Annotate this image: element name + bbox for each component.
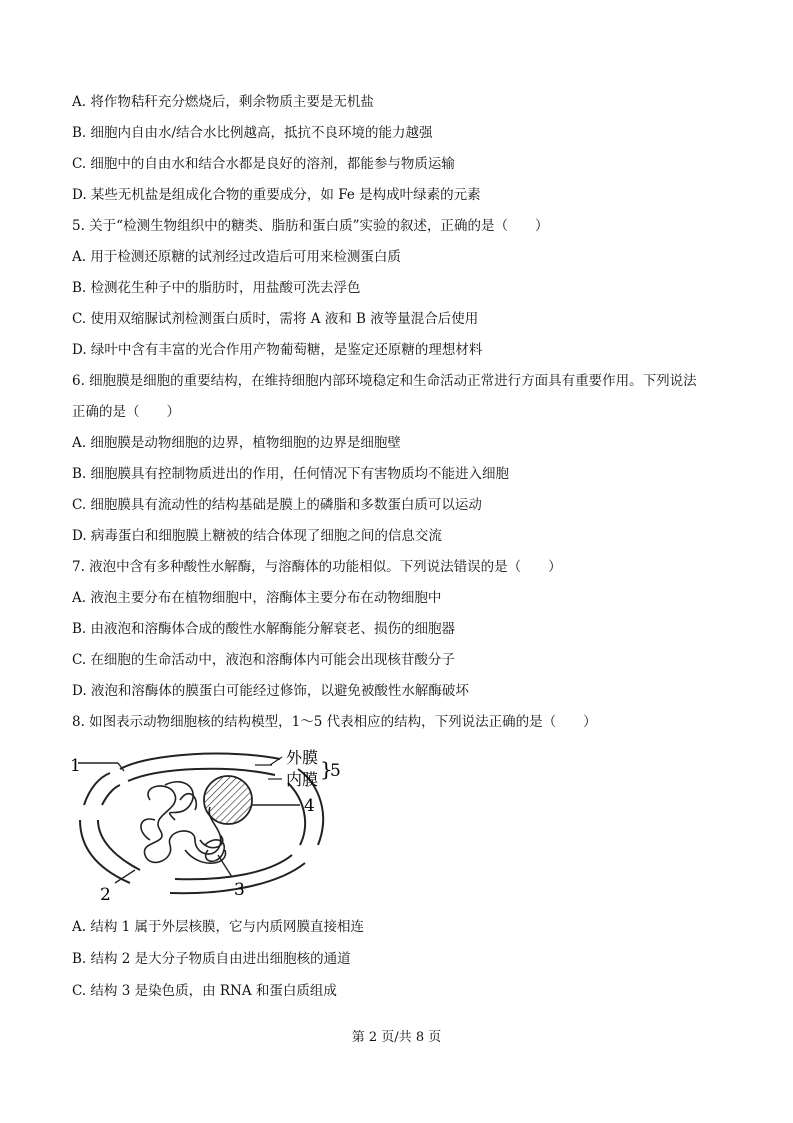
- label-outer-membrane: 外膜: [286, 748, 319, 767]
- inner-membrane-segment: [175, 855, 292, 879]
- inner-membrane-segment: [102, 785, 120, 805]
- question-5: 5. 关于“检测生物组织中的糖类、脂肪和蛋白质”实验的叙述，正确的是（ ）: [72, 218, 549, 234]
- text-line: 正确的是（ ）: [72, 404, 180, 420]
- text-line: A. 结构 1 属于外层核膜，它与内质网膜直接相连: [72, 919, 365, 935]
- text-line: C. 细胞中的自由水和结合水都是良好的溶剂，都能参与物质运输: [72, 156, 455, 172]
- outer-membrane-segment: [84, 773, 110, 805]
- text-line: A. 细胞膜是动物细胞的边界，植物细胞的边界是细胞壁: [72, 435, 401, 451]
- label-3: 3: [234, 880, 245, 900]
- text-line: A. 将作物秸秆充分燃烧后，剩余物质主要是无机盐: [72, 94, 374, 110]
- inner-membrane-segment: [98, 820, 140, 870]
- text-line: A. 用于检测还原糖的试剂经过改造后可用来检测蛋白质: [72, 249, 401, 265]
- text-line: D. 某些无机盐是组成化合物的重要成分，如 Fe 是构成叶绿素的元素: [72, 187, 481, 203]
- brace: }: [320, 757, 333, 781]
- text-line: C. 在细胞的生命活动中，液泡和溶酶体内可能会出现核苷酸分子: [72, 652, 455, 668]
- text-line: A. 液泡主要分布在植物细胞中，溶酶体主要分布在动物细胞中: [72, 590, 442, 606]
- outer-membrane-segment: [120, 754, 280, 769]
- label-2: 2: [100, 885, 111, 905]
- text-line: C. 细胞膜具有流动性的结构基础是膜上的磷脂和多数蛋白质可以运动: [72, 497, 482, 513]
- label-4: 4: [304, 796, 315, 816]
- label-1: 1: [70, 756, 81, 776]
- text-line: D. 病毒蛋白和细胞膜上糖被的结合体现了细胞之间的信息交流: [72, 528, 442, 544]
- text-line: B. 细胞内自由水/结合水比例越高，抵抗不良环境的能力越强: [72, 125, 433, 141]
- nucleolus: [204, 776, 252, 824]
- text-line: B. 结构 2 是大分子物质自由进出细胞核的通道: [72, 951, 351, 967]
- outer-membrane-segment: [80, 820, 130, 883]
- text-line: D. 液泡和溶酶体的膜蛋白可能经过修饰，以避免被酸性水解酶破坏: [72, 683, 469, 699]
- nucleus-diagram: [0, 745, 793, 905]
- text-line: B. 由液泡和溶酶体合成的酸性水解酶能分解衰老、损伤的细胞器: [72, 621, 456, 637]
- text-line: D. 绿叶中含有丰富的光合作用产物葡萄糖，是鉴定还原糖的理想材料: [72, 342, 483, 358]
- text-line: C. 结构 3 是染色质，由 RNA 和蛋白质组成: [72, 983, 337, 999]
- question-6: 6. 细胞膜是细胞的重要结构，在维持细胞内部环境稳定和生命活动正常进行方面具有重要作用。下列说法: [72, 373, 697, 389]
- label-inner-membrane: 内膜: [286, 770, 319, 789]
- question-7: 7. 液泡中含有多种酸性水解酶，与溶酶体的功能相似。下列说法错误的是（ ）: [72, 559, 562, 575]
- label-5: 5: [330, 761, 341, 781]
- text-line: B. 细胞膜具有控制物质进出的作用，任何情况下有害物质均不能进入细胞: [72, 466, 510, 482]
- inner-membrane-segment: [128, 769, 275, 781]
- text-line: B. 检测花生种子中的脂肪时，用盐酸可洗去浮色: [72, 280, 361, 296]
- question-8: 8. 如图表示动物细胞核的结构模型，1～5 代表相应的结构，下列说法正确的是（ ）: [72, 714, 597, 730]
- text-line: C. 使用双缩脲试剂检测蛋白质时，需将 A 液和 B 液等量混合后使用: [72, 311, 479, 327]
- page-footer: 第 2 页/共 8 页: [351, 1030, 442, 1045]
- inner-membrane-segment: [288, 783, 305, 845]
